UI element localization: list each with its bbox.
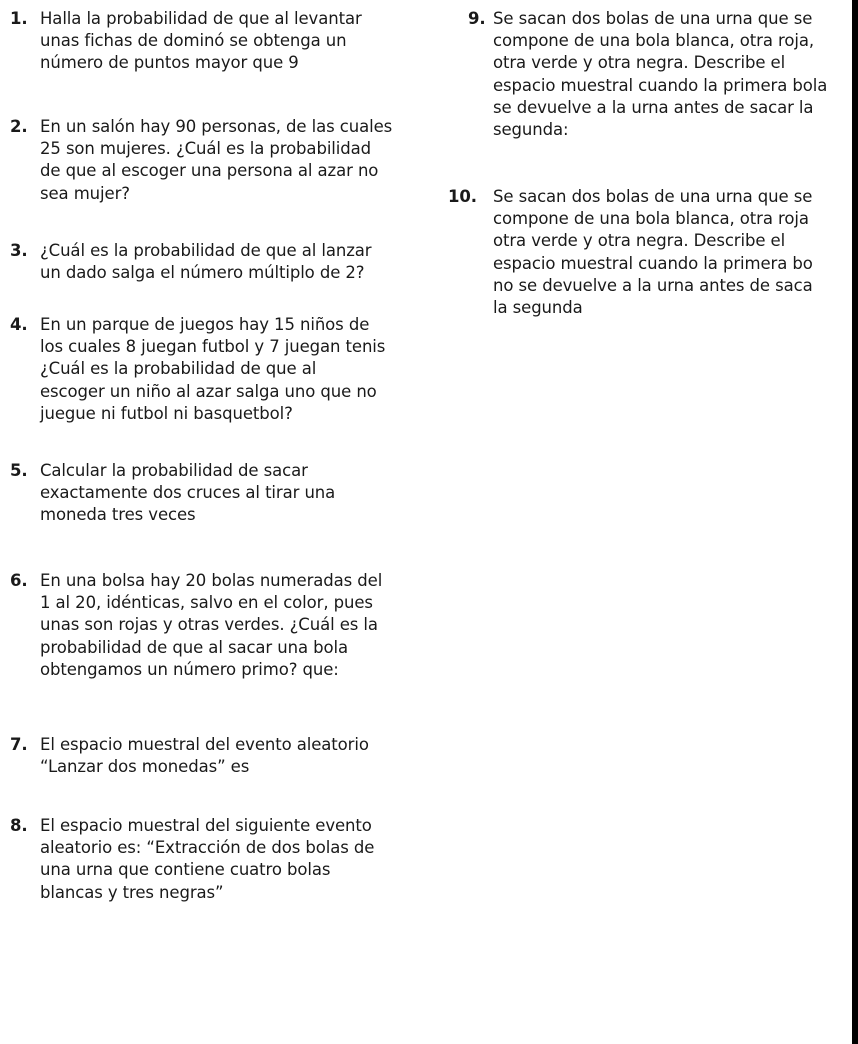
question-text-line: “Lanzar dos monedas” es [40, 757, 250, 777]
question-text-line: Se sacan dos bolas de una urna que se [493, 187, 813, 206]
question-text-line: En un salón hay 90 personas, de las cuales [40, 117, 393, 136]
question-text-line: los cuales 8 juegan futbol y 7 juegan tenis [40, 337, 386, 357]
question-number: 5. [10, 461, 28, 480]
question-text-line: una urna que contiene cuatro bolas [40, 860, 331, 880]
question-text-line: El espacio muestral del siguiente evento [40, 816, 372, 835]
question-text-line: Calcular la probabilidad de sacar [40, 461, 308, 480]
question-3 [10, 240, 371, 284]
question-text-line: espacio muestral cuando la primera bola [493, 75, 828, 95]
question-text-line: En un parque de juegos hay 15 niños de [40, 315, 370, 334]
question-text-line: número de puntos mayor que 9 [40, 53, 299, 73]
question-10 [448, 186, 813, 319]
right-column [440, 0, 852, 1044]
question-text-line: blancas y tres negras” [40, 882, 224, 902]
question-text-line: se devuelve a la urna antes de sacar la [493, 97, 814, 117]
question-text-line: obtengamos un número primo? que: [40, 659, 339, 679]
question-text-line: otra verde y otra negra. Describe el [493, 53, 786, 73]
question-text-line: segunda: [493, 120, 569, 140]
question-text-line: En una bolsa hay 20 bolas numeradas del [40, 571, 383, 590]
question-text-line: aleatorio es: “Extracción de dos bolas de [40, 838, 375, 858]
question-number: 6. [10, 571, 28, 590]
question-text-line: compone de una bola blanca, otra roja, [493, 31, 814, 51]
question-text-line: no se devuelve a la urna antes de saca [493, 275, 813, 295]
question-number: 3. [10, 241, 28, 260]
question-text-line: unas fichas de dominó se obtenga un [40, 31, 347, 51]
question-number: 9. [468, 9, 486, 28]
question-1 [10, 8, 362, 75]
question-text-line: espacio muestral cuando la primera bo [493, 253, 813, 273]
question-text-line: exactamente dos cruces al tirar una [40, 483, 336, 503]
question-number: 7. [10, 735, 28, 754]
question-text-line: un dado salga el número múltiplo de 2? [40, 263, 365, 283]
question-8 [10, 815, 374, 904]
question-number: 1. [10, 9, 28, 28]
question-9 [468, 8, 827, 141]
question-text-line: ¿Cuál es la probabilidad de que al [40, 359, 317, 379]
question-5 [10, 460, 335, 527]
question-text-line: ¿Cuál es la probabilidad de que al lanzar [40, 241, 372, 260]
question-text-line: escoger un niño al azar salga uno que no [40, 381, 377, 401]
question-text-line: 1 al 20, idénticas, salvo en el color, pues [40, 593, 373, 613]
question-text-line: otra verde y otra negra. Describe el [493, 231, 786, 251]
question-text-line: juegue ni futbol ni basquetbol? [40, 403, 293, 423]
question-2 [10, 116, 392, 205]
question-number: 2. [10, 117, 28, 136]
page-edge-bar [852, 0, 858, 1044]
question-text-line: moneda tres veces [40, 505, 196, 525]
question-text-line: 25 son mujeres. ¿Cuál es la probabilidad [40, 139, 372, 159]
question-number: 4. [10, 315, 28, 334]
question-4 [10, 314, 385, 425]
question-number: 8. [10, 816, 28, 835]
question-text-line: la segunda [493, 298, 583, 318]
question-text-line: compone de una bola blanca, otra roja [493, 209, 809, 229]
question-text-line: de que al escoger una persona al azar no [40, 161, 379, 181]
question-number: 10. [448, 187, 477, 206]
question-text-line: unas son rojas y otras verdes. ¿Cuál es la [40, 615, 378, 635]
question-text-line: probabilidad de que al sacar una bola [40, 637, 348, 657]
question-text-line: sea mujer? [40, 183, 130, 203]
question-text-line: El espacio muestral del evento aleatorio [40, 735, 369, 754]
question-text-line: Halla la probabilidad de que al levantar [40, 9, 362, 28]
question-7 [10, 734, 369, 778]
question-6 [10, 570, 382, 681]
question-text-line: Se sacan dos bolas de una urna que se [493, 9, 813, 28]
